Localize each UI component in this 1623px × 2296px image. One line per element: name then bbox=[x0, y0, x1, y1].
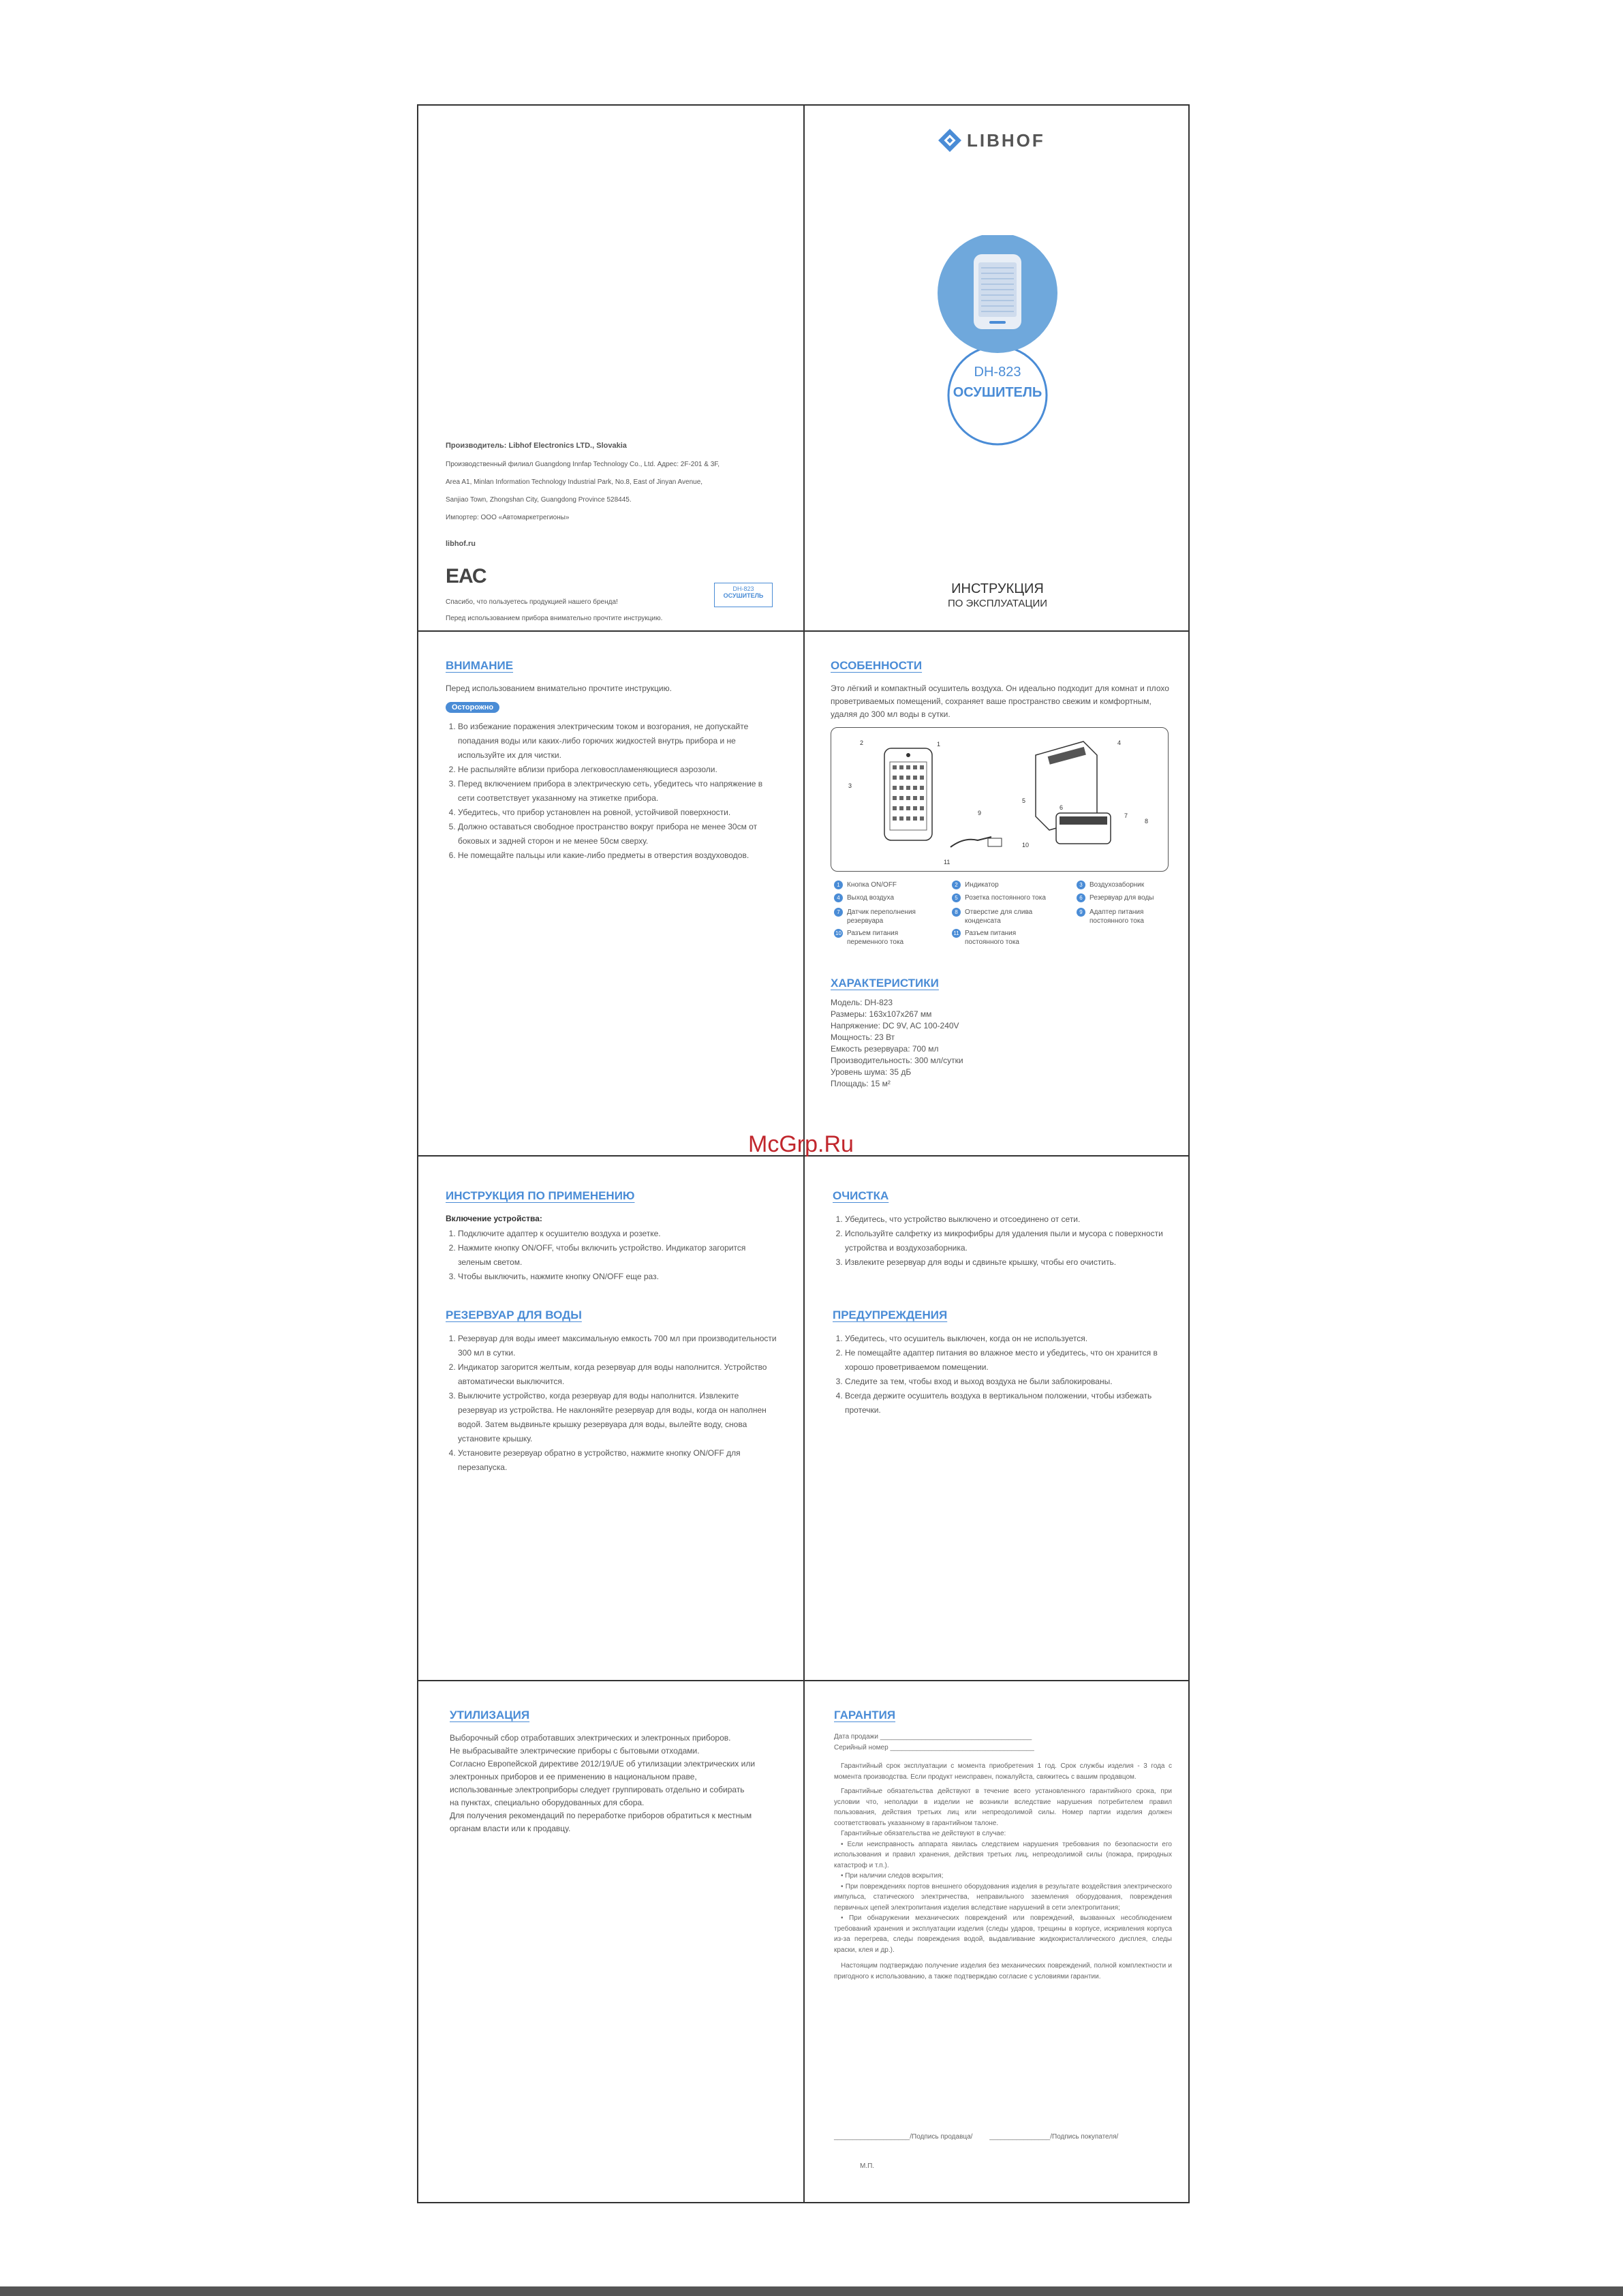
attention-title: ВНИМАНИЕ bbox=[446, 659, 514, 672]
disposal-line: на пунктах, специально оборудованных для сбора. bbox=[450, 1798, 645, 1807]
address-line: Area A1, Minlan Information Technology Industrial Park, No.8, East of Jinyan Avenue, bbox=[446, 478, 703, 486]
usage-list bbox=[446, 1227, 779, 1284]
list-item: 2. Индикатор загорится желтым, когда резервуар для воды наполнится. Устройство автоматически выключится. bbox=[458, 1360, 779, 1389]
list-item: 2. Не помещайте адаптер питания во влажное место и убедитесь, что он хранится в хорошо проветриваемом помещении. bbox=[845, 1346, 1173, 1375]
disposal-line: электронных приборов и ее применению в национальном праве, bbox=[450, 1772, 697, 1781]
manual-title: ИНСТРУКЦИЯ bbox=[951, 581, 1044, 596]
features-title: ОСОБЕННОСТИ bbox=[831, 659, 923, 672]
diagram-label: 10 bbox=[1022, 842, 1030, 848]
features-section bbox=[831, 659, 1171, 721]
serial-field: Серийный номер ______________________________________ bbox=[834, 1743, 1034, 1751]
diagram-label: 5 bbox=[1022, 797, 1026, 804]
list-item: 1. Убедитесь, что устройство выключено и отсоединено от сети. bbox=[845, 1212, 1173, 1227]
badge-product: ОСУШИТЕЛЬ bbox=[723, 592, 764, 599]
warranty-paragraph: • Если неисправность аппарата явилась следствием нарушения требования по безопасности его использования и правил хранения, действия третьих лиц, непреодолимой силы (пожара, природных катастроф и т.п.). bbox=[834, 1840, 1172, 1869]
list-item: 3. Перед включением прибора в электрическую сеть, убедитесь что напряжение в сети соответствует указанному на этикетке прибора. bbox=[458, 777, 779, 806]
legend-item: 6 Резервуар для воды bbox=[1077, 893, 1178, 902]
list-item: 4. Убедитесь, что прибор установлен на ровной, устойчивой поверхности. bbox=[458, 806, 779, 820]
fold-line-1 bbox=[418, 630, 1188, 632]
address-line: Производственный филиал Guangdong Innfap Technology Co., Ltd. Адрес: 2F-201 & 3F, bbox=[446, 461, 720, 468]
usage-section bbox=[446, 1189, 779, 1284]
legend-item: 5 Розетка постоянного тока bbox=[952, 893, 1053, 902]
warnings-title: ПРЕДУПРЕЖДЕНИЯ bbox=[833, 1308, 948, 1321]
legend-item: 2 Индикатор bbox=[952, 881, 1053, 889]
cleaning-title: ОЧИСТКА bbox=[833, 1189, 889, 1202]
bottom-bar bbox=[0, 2286, 1623, 2296]
list-item: 2. Не распыляйте вблизи прибора легковоспламеняющиеся аэрозоли. bbox=[458, 763, 779, 777]
diagram-label: 3 bbox=[848, 782, 852, 789]
disposal-line: Не выбрасывайте электрические приборы с бытовыми отходами. bbox=[450, 1746, 700, 1756]
legend-item: 4 Выход воздуха bbox=[834, 893, 936, 902]
legend-item: 10 Разъем питания переменного тока bbox=[834, 929, 936, 947]
list-item: 3. Выключите устройство, когда резервуар для воды наполнится. Извлеките резервуар из устройства. Не наклоняйте резервуар для воды, когда он наполнен водой. Затем выдвиньте крышку резервуара для воды, вылейте воду, снова установите крышку. bbox=[458, 1389, 779, 1446]
model-badge bbox=[714, 583, 773, 607]
list-item: 2. Нажмите кнопку ON/OFF, чтобы включить устройство. Индикатор загорится зеленым светом. bbox=[458, 1241, 779, 1270]
cover-model: DH-823 bbox=[974, 365, 1021, 380]
product-illustration bbox=[929, 235, 1066, 446]
warranty-paragraph: • При обнаружении механических повреждений или повреждений, вызванных несоблюдением требований хранения и эксплуатации изделия (следы ударов, трещины в корпусе, искривления корпуса из-за перегрева, следы повреждения водой, выдавливание жидкокристаллического дисплея, следы краски, клея и др.). bbox=[834, 1914, 1172, 1954]
spec-line: Производительность: 300 мл/сутки bbox=[831, 1056, 963, 1065]
spec-line: Модель: DH-823 bbox=[831, 998, 893, 1007]
warnings-list bbox=[833, 1332, 1173, 1418]
buyer-signature: /Подпись покупателя/ bbox=[1050, 2133, 1119, 2141]
diagram-label: 11 bbox=[944, 859, 950, 866]
reservoir-title: РЕЗЕРВУАР ДЛЯ ВОДЫ bbox=[446, 1308, 582, 1321]
front-cover bbox=[805, 106, 1190, 630]
disposal-line: Выборочный сбор отработавших электрических и электронных приборов. bbox=[450, 1733, 731, 1743]
disposal-line: Для получения рекомендаций по переработке приборов обратиться к местным bbox=[450, 1811, 752, 1820]
attention-intro: Перед использованием внимательно прочтите инструкцию. bbox=[446, 684, 672, 693]
diagram-label: 9 bbox=[978, 810, 982, 816]
reservoir-list bbox=[446, 1332, 779, 1475]
spec-line: Размеры: 163x107x267 мм bbox=[831, 1009, 932, 1019]
list-item: 5. Должно оставаться свободное пространство вокруг прибора не менее 30см от боковых и задней сторон и не менее 50см сверху. bbox=[458, 820, 779, 848]
legend-item: 1 Кнопка ON/OFF bbox=[834, 881, 936, 889]
thanks-line: Спасибо, что пользуетесь продукцией нашего бренда! bbox=[446, 598, 618, 606]
diagram-label: 1 bbox=[937, 741, 941, 748]
list-item: 1. Подключите адаптер к осушителю воздуха и розетке. bbox=[458, 1227, 779, 1241]
legend-item: 11 Разъем питания постоянного тока bbox=[952, 929, 1053, 947]
manual-subtitle: ПО ЭКСПЛУАТАЦИИ bbox=[947, 598, 1048, 609]
address-line: Sanjiao Town, Zhongshan City, Guangdong Province 528445. bbox=[446, 496, 632, 504]
usage-title: ИНСТРУКЦИЯ ПО ПРИМЕНЕНИЮ bbox=[446, 1189, 635, 1202]
warranty-section bbox=[834, 1709, 1172, 1982]
legend-item: 3 Воздухозаборник bbox=[1077, 881, 1178, 889]
caution-badge: Осторожно bbox=[446, 702, 499, 713]
disposal-section bbox=[450, 1709, 790, 1835]
eac-mark: ЕАС bbox=[446, 565, 486, 587]
product-diagram bbox=[831, 727, 1169, 872]
fold-line-3 bbox=[418, 1680, 1188, 1681]
list-item: 3. Извлеките резервуар для воды и сдвиньте крышку, чтобы его очистить. bbox=[845, 1255, 1173, 1270]
manufacturer: Производитель: Libhof Electronics LTD., Slovakia bbox=[446, 442, 627, 450]
spec-line: Мощность: 23 Вт bbox=[831, 1032, 895, 1042]
diagram-label: 8 bbox=[1145, 818, 1149, 825]
diagram-drawing bbox=[831, 728, 1168, 871]
list-item: 4. Всегда держите осушитель воздуха в вертикальном положении, чтобы избежать протечки. bbox=[845, 1389, 1173, 1418]
cover-product: ОСУШИТЕЛЬ bbox=[953, 385, 1042, 400]
list-item: 2. Используйте салфетку из микрофибры для удаления пыли и мусора с поверхности устройства и воздухозаборника. bbox=[845, 1227, 1173, 1255]
spec-line: Уровень шума: 35 дБ bbox=[831, 1067, 912, 1077]
warranty-paragraph: Гарантийные обязательства не действуют в случае: bbox=[841, 1830, 1006, 1837]
cleaning-section bbox=[833, 1189, 1173, 1270]
sale-date-field: Дата продажи ________________________________________ bbox=[834, 1733, 1032, 1741]
watermark: McGrp.Ru bbox=[748, 1131, 854, 1157]
list-item: 3. Чтобы выключить, нажмите кнопку ON/OFF еще раз. bbox=[458, 1270, 779, 1284]
list-item: 3. Следите за тем, чтобы вход и выход воздуха не были заблокированы. bbox=[845, 1375, 1173, 1389]
warranty-paragraph: Гарантийные обязательства действуют в течение всего установленного гарантийного срока, при условии что, неполадки в изделии не возникли вследствие нарушения потребителем правил пользования, действия третьих лиц или непреодолимой силы. Номер партии изделия должен соответствовать указанному в гарантийном талоне. bbox=[834, 1788, 1172, 1827]
diagram-label: 4 bbox=[1117, 739, 1122, 746]
reservoir-section bbox=[446, 1308, 779, 1475]
attention-list bbox=[446, 720, 779, 863]
brand-name: LIBHOF bbox=[967, 129, 1045, 151]
disposal-title: УТИЛИЗАЦИЯ bbox=[450, 1709, 530, 1721]
warranty-title: ГАРАНТИЯ bbox=[834, 1709, 896, 1721]
warranty-paragraph: Гарантийный срок эксплуатации с момента приобретения 1 год. Срок службы изделия - 3 года с момента производства. Если продукт неисправен, пожалуйста, свяжитесь с вашим продавцом. bbox=[834, 1762, 1172, 1781]
legend-item: 7 Датчик переполнения резервуара bbox=[834, 908, 936, 925]
disposal-line: Согласно Европейской директиве 2012/19/UE об утилизации электрических или bbox=[450, 1759, 756, 1769]
usage-subtitle: Включение устройства: bbox=[446, 1214, 542, 1223]
specs-section bbox=[831, 977, 1171, 1090]
specs-title: ХАРАКТЕРИСТИКИ bbox=[831, 977, 939, 990]
diagram-label: 2 bbox=[860, 739, 864, 746]
disposal-line: органам власти или к продавцу. bbox=[450, 1824, 571, 1833]
warranty-paragraph: Настоящим подтверждаю получение изделия без механических повреждений, полной комплектности и пригодного к использованию, а также подтверждаю согласие с условиями гарантии. bbox=[834, 1962, 1172, 1980]
thanks-line: Перед использованием прибора внимательно прочтите инструкцию. bbox=[446, 615, 663, 622]
list-item: 1. Резервуар для воды имеет максимальную емкость 700 мл при производительности 300 мл в сутки. bbox=[458, 1332, 779, 1360]
diagram-label: 7 bbox=[1124, 812, 1128, 819]
warranty-paragraph: • При повреждениях портов внешнего оборудования изделия в результате воздействия электрического импульса, статического электричества, неправильного заземления оборудования, повреждения первичных цепей электропитания изделия вследствие нарушений в сети электропитания; bbox=[834, 1882, 1172, 1912]
spec-line: Площадь: 15 м² bbox=[831, 1079, 891, 1088]
stamp-place: М.П. bbox=[860, 2162, 875, 2170]
libhof-logo-icon bbox=[938, 129, 961, 152]
diagram-label: 6 bbox=[1060, 804, 1064, 811]
list-item: 1. Во избежание поражения электрическим током и возгорания, не допускайте попадания воды или каких-либо горючих жидкостей внутрь прибора и не используйте их для чистки. bbox=[458, 720, 779, 763]
brand-logo bbox=[938, 129, 1045, 152]
legend-item: 8 Отверстие для слива конденсата bbox=[952, 908, 1053, 925]
cleaning-list bbox=[833, 1212, 1173, 1270]
list-item: 4. Установите резервуар обратно в устройство, нажмите кнопку ON/OFF для перезапуска. bbox=[458, 1446, 779, 1475]
address-line: Импортер: ООО «Автомаркетрегионы» bbox=[446, 514, 570, 521]
disposal-line: использованные электроприборы следует группировать отдельно и собирать bbox=[450, 1785, 745, 1794]
legend-item: 9 Адаптер питания постоянного тока bbox=[1077, 908, 1178, 925]
list-item: 6. Не помещайте пальцы или какие-либо предметы в отверстия воздуховодов. bbox=[458, 848, 779, 863]
spec-line: Емкость резервуара: 700 мл bbox=[831, 1044, 939, 1054]
warnings-section bbox=[833, 1308, 1173, 1418]
website: libhof.ru bbox=[446, 540, 476, 548]
warranty-paragraph: • При наличии следов вскрытия; bbox=[841, 1872, 944, 1880]
seller-signature: /Подпись продавца/ bbox=[910, 2133, 973, 2141]
attention-section bbox=[446, 659, 779, 863]
signature-row: ____________________/Подпись продавца/ ________________/Подпись покупателя/ bbox=[834, 2133, 1119, 2141]
badge-model: DH-823 bbox=[732, 585, 754, 592]
list-item: 1. Убедитесь, что осушитель выключен, когда он не используется. bbox=[845, 1332, 1173, 1346]
spec-line: Напряжение: DC 9V, AC 100-240V bbox=[831, 1021, 959, 1030]
features-text: Это лёгкий и компактный осушитель воздуха. Он идеально подходит для комнат и плохо проветриваемых помещений, сохраняет ваше пространство свежим и комфортным, удаляя до 300 мл воды в сутки. bbox=[831, 684, 1169, 719]
